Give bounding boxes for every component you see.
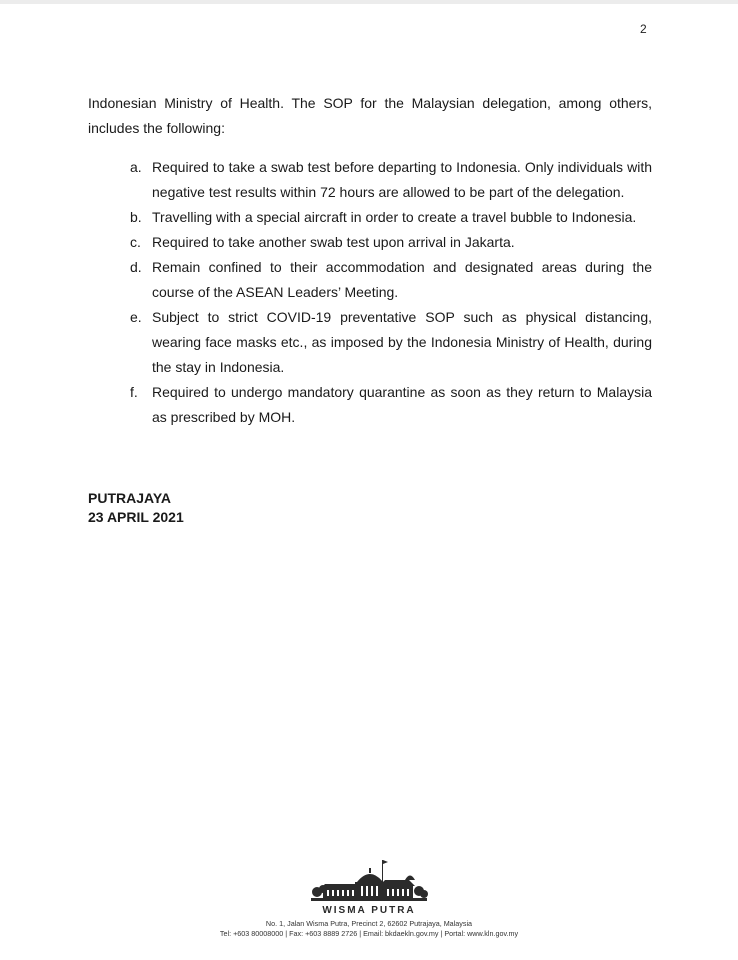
sop-item-letter: c. (130, 234, 141, 250)
sop-item-text: Required to undergo mandatory quarantine as soon as they return to Malaysia as prescribed by MOH. (152, 384, 652, 425)
page-number: 2 (640, 22, 647, 36)
sop-item-a (130, 155, 652, 205)
sop-item-f (130, 380, 652, 430)
sop-item-letter: d. (130, 259, 142, 275)
wisma-putra-building-icon (309, 858, 429, 904)
footer-address: No. 1, Jalan Wisma Putra, Precinct 2, 62602 Putrajaya, Malaysia (265, 919, 473, 928)
signoff (88, 489, 184, 527)
sop-item-letter: a. (130, 159, 142, 175)
sop-item-text: Required to take another swab test upon arrival in Jakarta. (152, 234, 515, 250)
intro-paragraph (88, 91, 652, 141)
intro-line-1: Indonesian Ministry of Health. The SOP for the Malaysian delegation, among others, (88, 95, 652, 111)
signoff-date: 23 APRIL 2021 (88, 509, 184, 525)
sop-item-letter: f. (130, 384, 138, 400)
signoff-place: PUTRAJAYA (88, 490, 171, 506)
sop-item-e (130, 305, 652, 380)
sop-item-text: Subject to strict COVID-19 preventative SOP such as physical distancing, wearing face masks etc., as imposed by the Indonesia Ministry of Health, during the stay in Indonesia. (152, 309, 652, 375)
sop-item-b (130, 205, 652, 230)
footer-contact: Tel: +603 80008000 | Fax: +603 8889 2726 | Email: bkdaekln.gov.my | Portal: www.kln.gov.my (219, 929, 519, 938)
intro-line-2: includes the following: (88, 120, 225, 136)
sop-item-letter: e. (130, 309, 142, 325)
sop-item-text: Required to take a swab test before departing to Indonesia. Only individuals with negative test results within 72 hours are allowed to be part of the delegation. (152, 159, 652, 200)
top-band (0, 0, 738, 4)
sop-item-c (130, 230, 652, 255)
brand-name: WISMA PUTRA (322, 905, 416, 916)
sop-list (130, 155, 652, 430)
sop-item-text: Travelling with a special aircraft in order to create a travel bubble to Indonesia. (152, 209, 637, 225)
sop-item-d (130, 255, 652, 305)
sop-item-letter: b. (130, 209, 142, 225)
sop-item-text: Remain confined to their accommodation and designated areas during the course of the ASEAN Leaders’ Meeting. (152, 259, 652, 300)
letterhead-footer (0, 858, 738, 939)
